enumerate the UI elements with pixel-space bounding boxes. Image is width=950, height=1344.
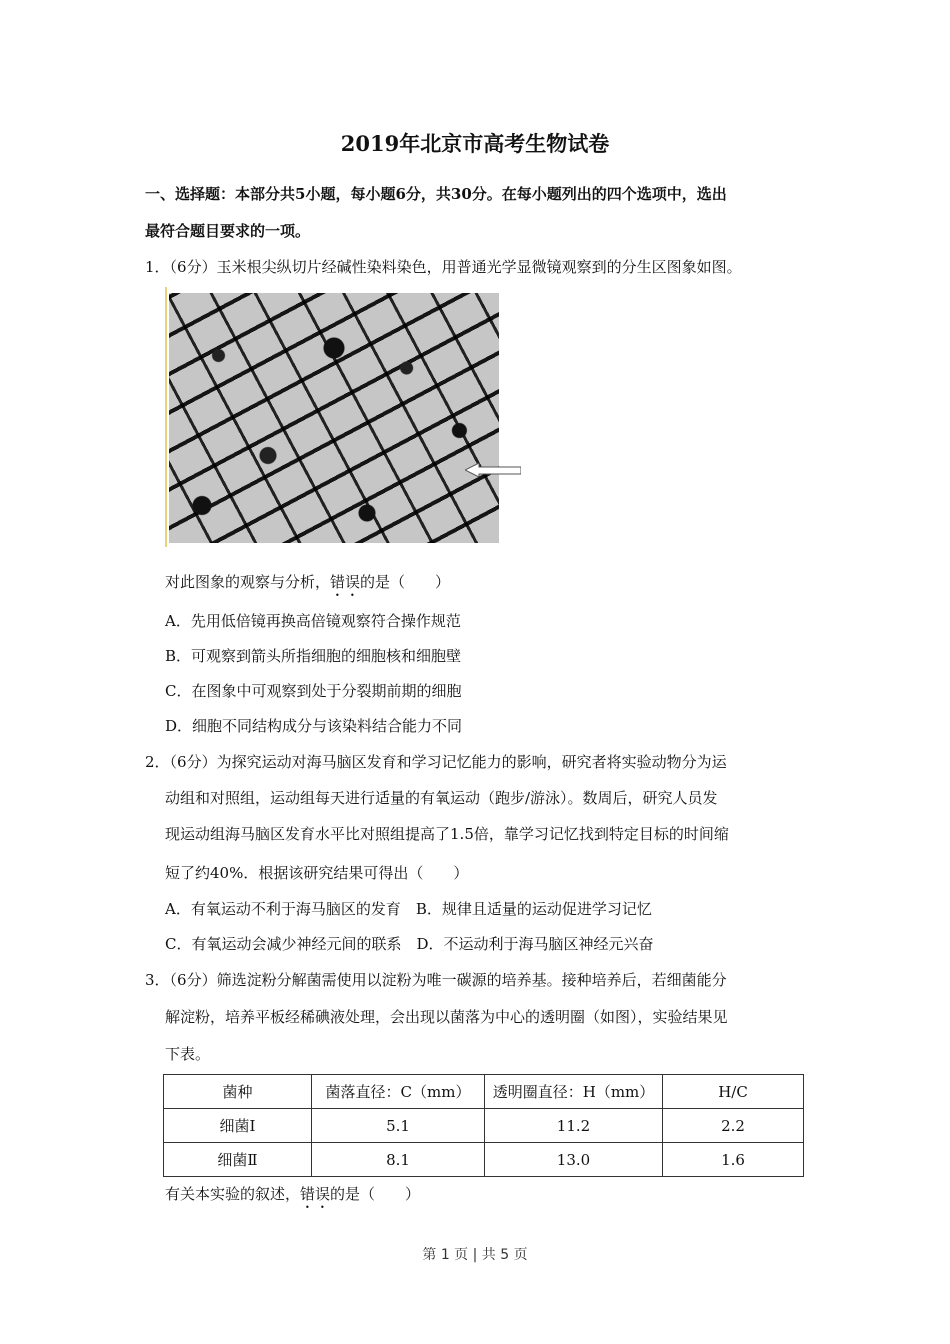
header-halo-diameter: 透明圈直径：H（mm） bbox=[485, 1075, 663, 1109]
q1-option-c: C．在图象中可观察到处于分裂期前期的细胞 bbox=[165, 682, 462, 700]
cell-strain: 细菌Ⅱ bbox=[164, 1143, 312, 1177]
cell-halo-diameter: 13.0 bbox=[485, 1143, 663, 1177]
q3-prompt-emphasis: 错误 bbox=[300, 1185, 331, 1203]
table-header-row bbox=[164, 1075, 804, 1109]
q1-micrograph-figure bbox=[165, 287, 530, 547]
q2-line-1: 2．（6分）为探究运动对海马脑区发育和学习记忆能力的影响，研究者将实验动物分为运 bbox=[145, 753, 727, 771]
q3-prompt-post: 的是（ ） bbox=[330, 1185, 421, 1203]
q3-results-table bbox=[163, 1074, 804, 1177]
q1-prompt bbox=[165, 571, 450, 600]
q1-prompt-pre: 对此图象的观察与分析， bbox=[165, 573, 331, 591]
q3-line-3: 下表。 bbox=[165, 1045, 211, 1063]
page-footer: 第 1 页 | 共 5 页 bbox=[422, 1247, 528, 1263]
q3-line-2: 解淀粉，培养平板经稀碘液处理，会出现以菌落为中心的透明圈（如图），实验结果见 bbox=[165, 1008, 728, 1026]
header-strain: 菌种 bbox=[164, 1075, 312, 1109]
cell-colony-diameter: 8.1 bbox=[312, 1143, 485, 1177]
q2-line-4: 短了约40%．根据该研究结果可得出（ ） bbox=[165, 864, 469, 882]
q2-line-2: 动组和对照组，运动组每天进行适量的有氧运动（跑步/游泳）。数周后，研究人员发 bbox=[165, 789, 718, 807]
header-ratio: H/C bbox=[663, 1075, 804, 1109]
q3-line-1: 3．（6分）筛选淀粉分解菌需使用以淀粉为唯一碳源的培养基。接种培养后，若细菌能分 bbox=[145, 971, 727, 989]
cell-colony-diameter: 5.1 bbox=[312, 1109, 485, 1143]
micrograph-image bbox=[169, 293, 499, 543]
cell-strain: 细菌Ⅰ bbox=[164, 1109, 312, 1143]
q1-option-a: A．先用低倍镜再换高倍镜观察符合操作规范 bbox=[165, 612, 461, 630]
figure-border bbox=[165, 287, 167, 547]
q2-line-3: 现运动组海马脑区发育水平比对照组提高了1.5倍，靠学习记忆找到特定目标的时间缩 bbox=[165, 825, 729, 843]
cell-ratio: 1.6 bbox=[663, 1143, 804, 1177]
q1-option-d: D．细胞不同结构成分与该染料结合能力不同 bbox=[165, 717, 463, 735]
q2-options-row-2: C．有氧运动会减少神经元间的联系 D．不运动利于海马脑区神经元兴奋 bbox=[165, 935, 654, 953]
header-colony-diameter: 菌落直径：C（mm） bbox=[312, 1075, 485, 1109]
q3-prompt-pre: 有关本实验的叙述， bbox=[165, 1185, 301, 1203]
left-arrow-icon bbox=[465, 463, 521, 477]
q1-stem: 1．（6分）玉米根尖纵切片经碱性染料染色，用普通光学显微镜观察到的分生区图象如图。 bbox=[145, 258, 742, 276]
table-row bbox=[164, 1109, 804, 1143]
q2-options-row-1: A．有氧运动不利于海马脑区的发育 B．规律且适量的运动促进学习记忆 bbox=[165, 900, 652, 918]
table-row bbox=[164, 1143, 804, 1177]
cell-halo-diameter: 11.2 bbox=[485, 1109, 663, 1143]
page-title: 2019年北京市高考生物试卷 bbox=[340, 131, 610, 156]
q1-prompt-post: 的是（ ） bbox=[360, 573, 451, 591]
q1-option-b: B．可观察到箭头所指细胞的细胞核和细胞壁 bbox=[165, 647, 462, 665]
q3-prompt bbox=[165, 1183, 420, 1212]
q1-prompt-emphasis: 错误 bbox=[330, 573, 361, 591]
section-heading-line2: 最符合题目要求的一项。 bbox=[145, 222, 311, 240]
cell-ratio: 2.2 bbox=[663, 1109, 804, 1143]
section-heading-line1: 一、选择题：本部分共5小题，每小题6分，共30分。在每小题列出的四个选项中，选出 bbox=[145, 185, 727, 203]
